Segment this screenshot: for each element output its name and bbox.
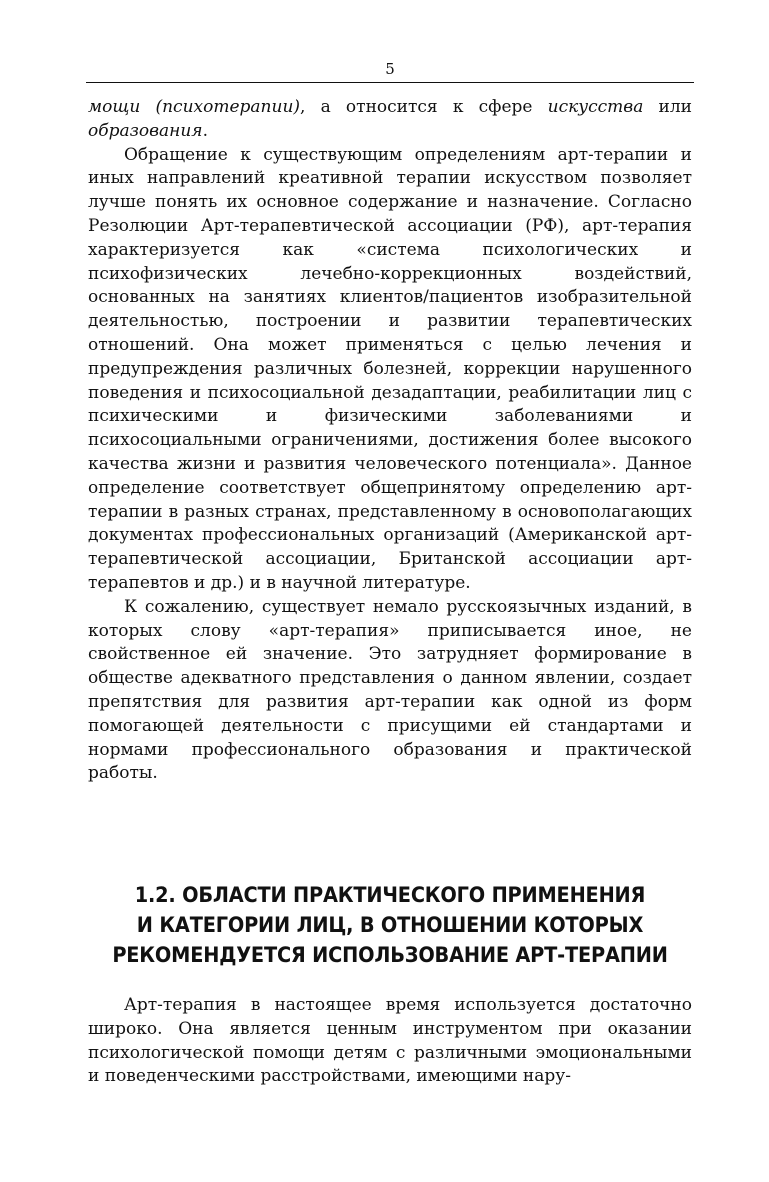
italic-term-art: искусства (547, 97, 644, 117)
header-rule (86, 82, 694, 83)
paragraph-misuse: К сожалению, существует немало русскоязычных изданий, в которых слову «арт-терапия» приписывается иное, не свойственное ей значение. Это затрудняет формирование в обществе адекватного представления о данном явлении, создает препятствия для развития арт-терапии как одной из форм помогающей деятельности с присущими ей стандартами и нормами профессионального образования и практической работы. (88, 596, 692, 784)
paragraph-definitions: Обращение к существующим определениям арт-терапии и иных направлений креативной терапии искусством позволяет лучше понять их основное содержание и назначение. Согласно Резолюции Арт-терапевтической ассоциации (РФ), арт-терапия характеризуется как «система психологических и психофизических лечебно-коррекционных воздействий, основанных на занятиях клиентов/пациентов изобразительной деятельностью, построении и развитии терапевтических отношений. Она может применяться с целью лечения и предупреждения различных болезней, коррекции нарушенного поведения и психосоциальной дезадаптации, реабилитации лиц с психическими и физическими заболеваниями и психосоциальными ограничениями, достижения более высокого качества жизни и развития человеческого потенциала». Данное определение соответствует общепринятому определению арт-терапии в разных странах, представленному в основополагающих документах профессиональных организаций (Американской арт-терапевтической ассоциации, Британской ассоциации арт-терапевтов и др.) и в научной литературе. (88, 144, 692, 593)
section-heading-line-3: РЕКОМЕНДУЕТСЯ ИСПОЛЬЗОВАНИЕ АРТ-ТЕРАПИИ (112, 943, 668, 967)
section-heading-line-1: 1.2. ОБЛАСТИ ПРАКТИЧЕСКОГО ПРИМЕНЕНИЯ (134, 883, 646, 907)
paragraph-usage: Арт-терапия в настоящее время используется достаточно широко. Она является ценным инструментом при оказании психологической помощи детям с различными эмоциональными и поведенческими расстройствами, имеющими нару- (88, 995, 692, 1087)
section-heading (112, 880, 668, 970)
section-heading-line-2: И КАТЕГОРИИ ЛИЦ, В ОТНОШЕНИИ КОТОРЫХ (136, 913, 644, 937)
page-number: 5 (385, 60, 395, 78)
italic-term-education: образования (88, 120, 203, 141)
text-block-top (88, 96, 692, 786)
italic-term-psychotherapy: мощи (психотерапии) (88, 97, 301, 117)
text-block-bottom (88, 994, 692, 1089)
paragraph-continuation: мощи (психотерапии), а относится к сфере искусства или образования. (88, 97, 692, 141)
